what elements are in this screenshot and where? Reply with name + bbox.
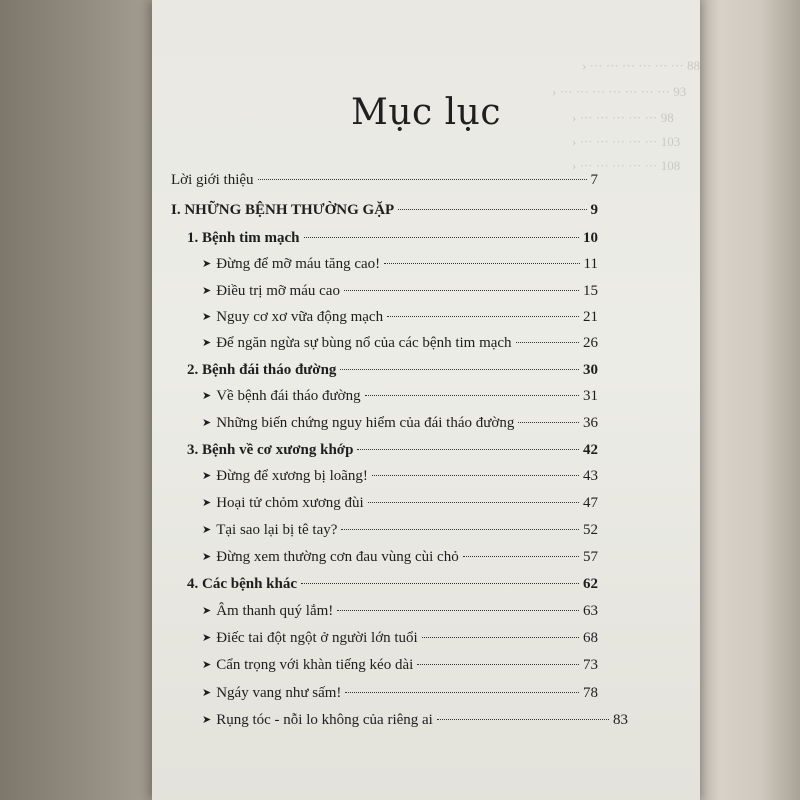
toc-entry[interactable] (202, 388, 598, 405)
dot-leader (422, 637, 579, 638)
toc-entry[interactable] (202, 335, 598, 352)
toc-entry-page: 47 (583, 495, 598, 511)
toc-entry-label: 3. Bệnh về cơ xương khớp (187, 442, 354, 458)
table-of-contents (152, 0, 700, 800)
show-through: › ··· ··· ··· ··· ··· 103 (572, 134, 681, 149)
toc-entry[interactable] (202, 495, 598, 512)
toc-entry[interactable] (202, 522, 598, 539)
arrow-icon: ➤ (202, 390, 212, 402)
toc-entry-page: 15 (583, 283, 598, 299)
toc-entry[interactable] (187, 362, 598, 379)
toc-entry-label: I. NHỮNG BỆNH THƯỜNG GẶP (171, 202, 395, 218)
arrow-icon: ➤ (202, 497, 212, 509)
dot-leader (344, 290, 579, 291)
toc-entry[interactable] (171, 172, 598, 189)
show-through: › ··· ··· ··· ··· ··· ··· 88 (582, 58, 700, 73)
toc-entry-label: 4. Các bệnh khác (187, 576, 298, 592)
toc-entry[interactable] (202, 630, 598, 647)
dot-leader (345, 692, 579, 693)
toc-entry[interactable] (187, 442, 598, 459)
dot-leader (437, 719, 609, 720)
dot-leader (518, 422, 579, 423)
dot-leader (417, 664, 579, 665)
toc-entry-page: 63 (583, 603, 598, 619)
toc-entry-label: Để ngăn ngừa sự bùng nổ của các bệnh tim mạch (216, 335, 512, 351)
toc-entry-page: 62 (583, 576, 598, 592)
toc-entry-label: Hoại tử chỏm xương đùi (216, 495, 364, 511)
toc-entry-page: 36 (583, 415, 598, 431)
toc-entry-page: 26 (583, 335, 598, 351)
toc-entry-page: 57 (583, 549, 598, 565)
arrow-icon: ➤ (202, 258, 212, 270)
toc-entry-label: Đừng để mỡ máu tăng cao! (216, 256, 381, 272)
toc-entry-label: Ngáy vang như sấm! (216, 685, 342, 701)
dot-leader (337, 610, 579, 611)
toc-entry-label: Những biến chứng nguy hiểm của đái tháo đường (216, 415, 515, 431)
toc-entry-label: Rụng tóc - nỗi lo không của riêng ai (216, 712, 433, 728)
toc-entry-page: 43 (583, 468, 598, 484)
toc-entry[interactable] (187, 576, 598, 593)
show-through: › ··· ··· ··· ··· ··· ··· ··· 93 (552, 84, 687, 99)
page-stack-edge (700, 0, 800, 800)
toc-entry-page: 68 (583, 630, 598, 646)
dot-leader (372, 475, 579, 476)
toc-entry[interactable] (202, 415, 598, 432)
toc-entry[interactable] (202, 283, 598, 300)
toc-entry-page: 10 (583, 230, 598, 246)
toc-entry-label: Nguy cơ xơ vữa động mạch (216, 309, 384, 325)
toc-entry[interactable] (187, 230, 598, 247)
toc-entry[interactable] (202, 309, 598, 326)
arrow-icon: ➤ (202, 470, 212, 482)
dot-leader (387, 316, 579, 317)
toc-entry-label: Về bệnh đái tháo đường (216, 388, 361, 404)
show-through: › ··· ··· ··· ··· ··· 108 (572, 158, 681, 173)
toc-entry-page: 30 (583, 362, 598, 378)
arrow-icon: ➤ (202, 285, 212, 297)
arrow-icon: ➤ (202, 524, 212, 536)
dot-leader (304, 237, 580, 238)
arrow-icon: ➤ (202, 337, 212, 349)
toc-entry[interactable] (202, 712, 628, 729)
toc-entry-label: Lời giới thiệu (171, 172, 254, 188)
toc-entry-page: 31 (583, 388, 598, 404)
dot-leader (398, 209, 586, 210)
toc-entry-page: 73 (583, 657, 598, 673)
arrow-icon: ➤ (202, 417, 212, 429)
toc-entry[interactable] (202, 657, 598, 674)
dot-leader (341, 529, 579, 530)
dot-leader (463, 556, 579, 557)
toc-entry[interactable] (202, 256, 598, 273)
toc-entry-label: Điếc tai đột ngột ở người lớn tuổi (216, 630, 418, 646)
toc-entry-label: 1. Bệnh tim mạch (187, 230, 300, 246)
arrow-icon: ➤ (202, 714, 212, 726)
toc-entry-page: 42 (583, 442, 598, 458)
toc-entry-page: 78 (583, 685, 598, 701)
toc-entry-page: 9 (590, 202, 598, 218)
toc-entry-page: 7 (590, 172, 598, 188)
toc-entry-label: Âm thanh quý lắm! (216, 603, 334, 619)
dot-leader (384, 263, 579, 264)
toc-entry-page: 52 (583, 522, 598, 538)
dot-leader (365, 395, 579, 396)
dot-leader (301, 583, 579, 584)
show-through: › ··· ··· ··· ··· ··· 98 (572, 110, 674, 125)
toc-entry-label: Điều trị mỡ máu cao (216, 283, 340, 299)
toc-entry[interactable] (202, 468, 598, 485)
toc-entry-label: Tại sao lại bị tê tay? (216, 522, 338, 538)
arrow-icon: ➤ (202, 687, 212, 699)
dot-leader (340, 369, 579, 370)
toc-entry[interactable] (202, 603, 598, 620)
toc-entry-label: Đừng để xương bị loãng! (216, 468, 368, 484)
toc-entry[interactable] (171, 202, 598, 219)
toc-entry-label: 2. Bệnh đái tháo đường (187, 362, 337, 378)
arrow-icon: ➤ (202, 311, 212, 323)
dot-leader (368, 502, 579, 503)
toc-entry-page: 83 (613, 712, 628, 728)
toc-entry-label: Đừng xem thường cơn đau vùng cùi chỏ (216, 549, 459, 565)
arrow-icon: ➤ (202, 605, 212, 617)
dot-leader (258, 179, 587, 180)
toc-entry-page: 11 (583, 256, 598, 272)
dot-leader (516, 342, 579, 343)
toc-title: Mục lục (350, 92, 501, 133)
toc-entry[interactable] (202, 685, 598, 702)
toc-entry-page: 21 (583, 309, 598, 325)
arrow-icon: ➤ (202, 551, 212, 563)
arrow-icon: ➤ (202, 632, 212, 644)
toc-entry[interactable] (202, 549, 598, 566)
book-page (152, 0, 700, 800)
arrow-icon: ➤ (202, 659, 212, 671)
toc-entry-label: Cẩn trọng với khàn tiếng kéo dài (216, 657, 414, 673)
dot-leader (357, 449, 579, 450)
